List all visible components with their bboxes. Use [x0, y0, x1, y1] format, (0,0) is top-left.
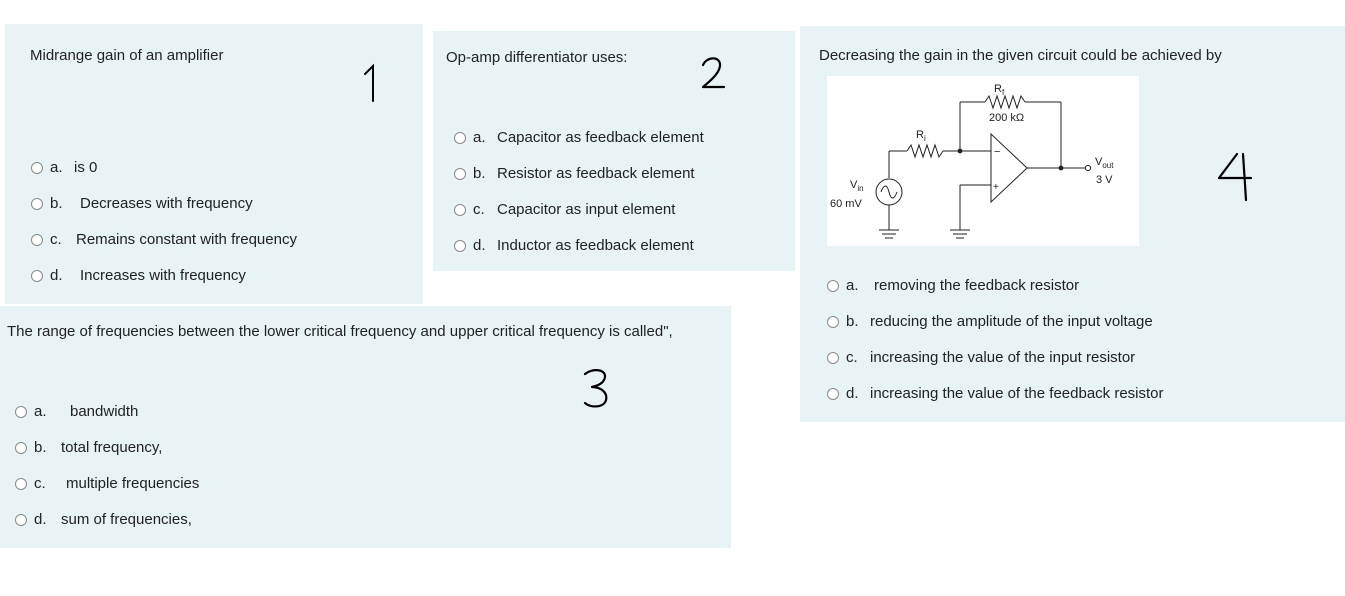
radio-button[interactable]: [827, 352, 839, 364]
vout-label: $V_{out}$: [1095, 156, 1114, 170]
q3-option-d[interactable]: [15, 511, 192, 528]
option-label[interactable]: total frequency,: [61, 439, 163, 456]
q2-option-a[interactable]: [454, 129, 704, 146]
node-dot: [1059, 166, 1064, 171]
option-letter: a.: [50, 159, 63, 176]
question-2-text: Op-amp differentiator uses:: [446, 49, 628, 66]
sine-wave-icon: [881, 186, 897, 198]
option-letter: b.: [34, 439, 47, 456]
vin-value: 60 mV: [830, 198, 862, 210]
radio-button[interactable]: [15, 514, 27, 526]
question-3-text: The range of frequencies between the lower critical frequency and upper critical frequency is called",: [7, 323, 673, 340]
option-label[interactable]: Inductor as feedback element: [497, 237, 694, 254]
q3-option-a[interactable]: [15, 403, 138, 420]
ri-label: $R_i$: [916, 129, 926, 143]
option-letter: b.: [846, 313, 859, 330]
option-label[interactable]: removing the feedback resistor: [874, 277, 1080, 294]
q2-option-d[interactable]: [454, 237, 694, 254]
option-letter: d.: [846, 385, 859, 402]
q1-option-d[interactable]: [31, 267, 246, 284]
option-label[interactable]: Increases with frequency: [80, 267, 246, 284]
rf-value: 200 kΩ: [989, 112, 1025, 124]
inverting-input-sign: −: [994, 146, 1001, 158]
option-label[interactable]: bandwidth: [70, 403, 139, 420]
q1-option-c[interactable]: [31, 231, 297, 248]
option-label[interactable]: multiple frequencies: [66, 475, 200, 492]
option-label[interactable]: increasing the value of the input resistor: [870, 349, 1136, 366]
q4-option-c[interactable]: [827, 349, 1135, 366]
vin-label: $V_{in}$: [850, 179, 864, 193]
radio-button[interactable]: [31, 234, 43, 246]
q1-option-b[interactable]: [31, 195, 253, 212]
option-letter: b.: [473, 165, 486, 182]
option-letter: a.: [34, 403, 47, 420]
q2-option-b[interactable]: [454, 165, 695, 182]
option-label[interactable]: is 0: [74, 159, 98, 176]
question-2-panel: [433, 31, 795, 271]
feedback-resistor: [985, 96, 1025, 108]
node-dot: [958, 149, 963, 154]
radio-button[interactable]: [827, 280, 839, 292]
option-letter: c.: [846, 349, 858, 366]
option-letter: b.: [50, 195, 63, 212]
radio-button[interactable]: [827, 316, 839, 328]
option-label[interactable]: Resistor as feedback element: [497, 165, 695, 182]
radio-button[interactable]: [827, 388, 839, 400]
option-label[interactable]: sum of frequencies,: [61, 511, 192, 528]
handwritten-number-2: [697, 54, 733, 94]
option-letter: c.: [50, 231, 62, 248]
q3-option-b[interactable]: [15, 439, 162, 456]
option-letter: d.: [473, 237, 486, 254]
question-1-text: Midrange gain of an amplifier: [30, 47, 224, 64]
radio-button[interactable]: [31, 270, 43, 282]
output-terminal: [1085, 165, 1090, 170]
option-label[interactable]: reducing the amplitude of the input voltage: [870, 313, 1153, 330]
option-letter: a.: [473, 129, 486, 146]
handwritten-number-1: [360, 62, 390, 106]
option-label[interactable]: Decreases with frequency: [80, 195, 253, 212]
q3-option-c[interactable]: [15, 475, 199, 492]
q4-option-d[interactable]: [827, 385, 1164, 402]
radio-button[interactable]: [454, 132, 466, 144]
option-letter: c.: [34, 475, 46, 492]
q4-option-a[interactable]: [827, 277, 1079, 294]
option-letter: d.: [34, 511, 47, 528]
op-amp-circuit-diagram: [827, 76, 1139, 246]
option-letter: a.: [846, 277, 859, 294]
radio-button[interactable]: [15, 406, 27, 418]
rf-label: $R_f$: [994, 83, 1005, 97]
radio-button[interactable]: [31, 198, 43, 210]
option-letter: c.: [473, 201, 485, 218]
radio-button[interactable]: [31, 162, 43, 174]
radio-button[interactable]: [15, 442, 27, 454]
q1-option-a[interactable]: [31, 159, 97, 176]
radio-button[interactable]: [15, 478, 27, 490]
radio-button[interactable]: [454, 168, 466, 180]
radio-button[interactable]: [454, 240, 466, 252]
option-label[interactable]: Remains constant with frequency: [76, 231, 297, 248]
q2-option-c[interactable]: [454, 201, 675, 218]
option-label[interactable]: Capacitor as feedback element: [497, 129, 704, 146]
radio-button[interactable]: [454, 204, 466, 216]
noninverting-input-sign: +: [993, 182, 999, 193]
input-resistor: [907, 145, 943, 157]
option-letter: d.: [50, 267, 63, 284]
option-label[interactable]: Capacitor as input element: [497, 201, 676, 218]
handwritten-number-3: [580, 366, 616, 412]
question-4-text: Decreasing the gain in the given circuit could be achieved by: [819, 47, 1222, 64]
q4-option-b[interactable]: [827, 313, 1153, 330]
handwritten-number-4: [1215, 148, 1259, 204]
option-label[interactable]: increasing the value of the feedback resistor: [870, 385, 1164, 402]
vout-value: 3 V: [1096, 174, 1113, 186]
